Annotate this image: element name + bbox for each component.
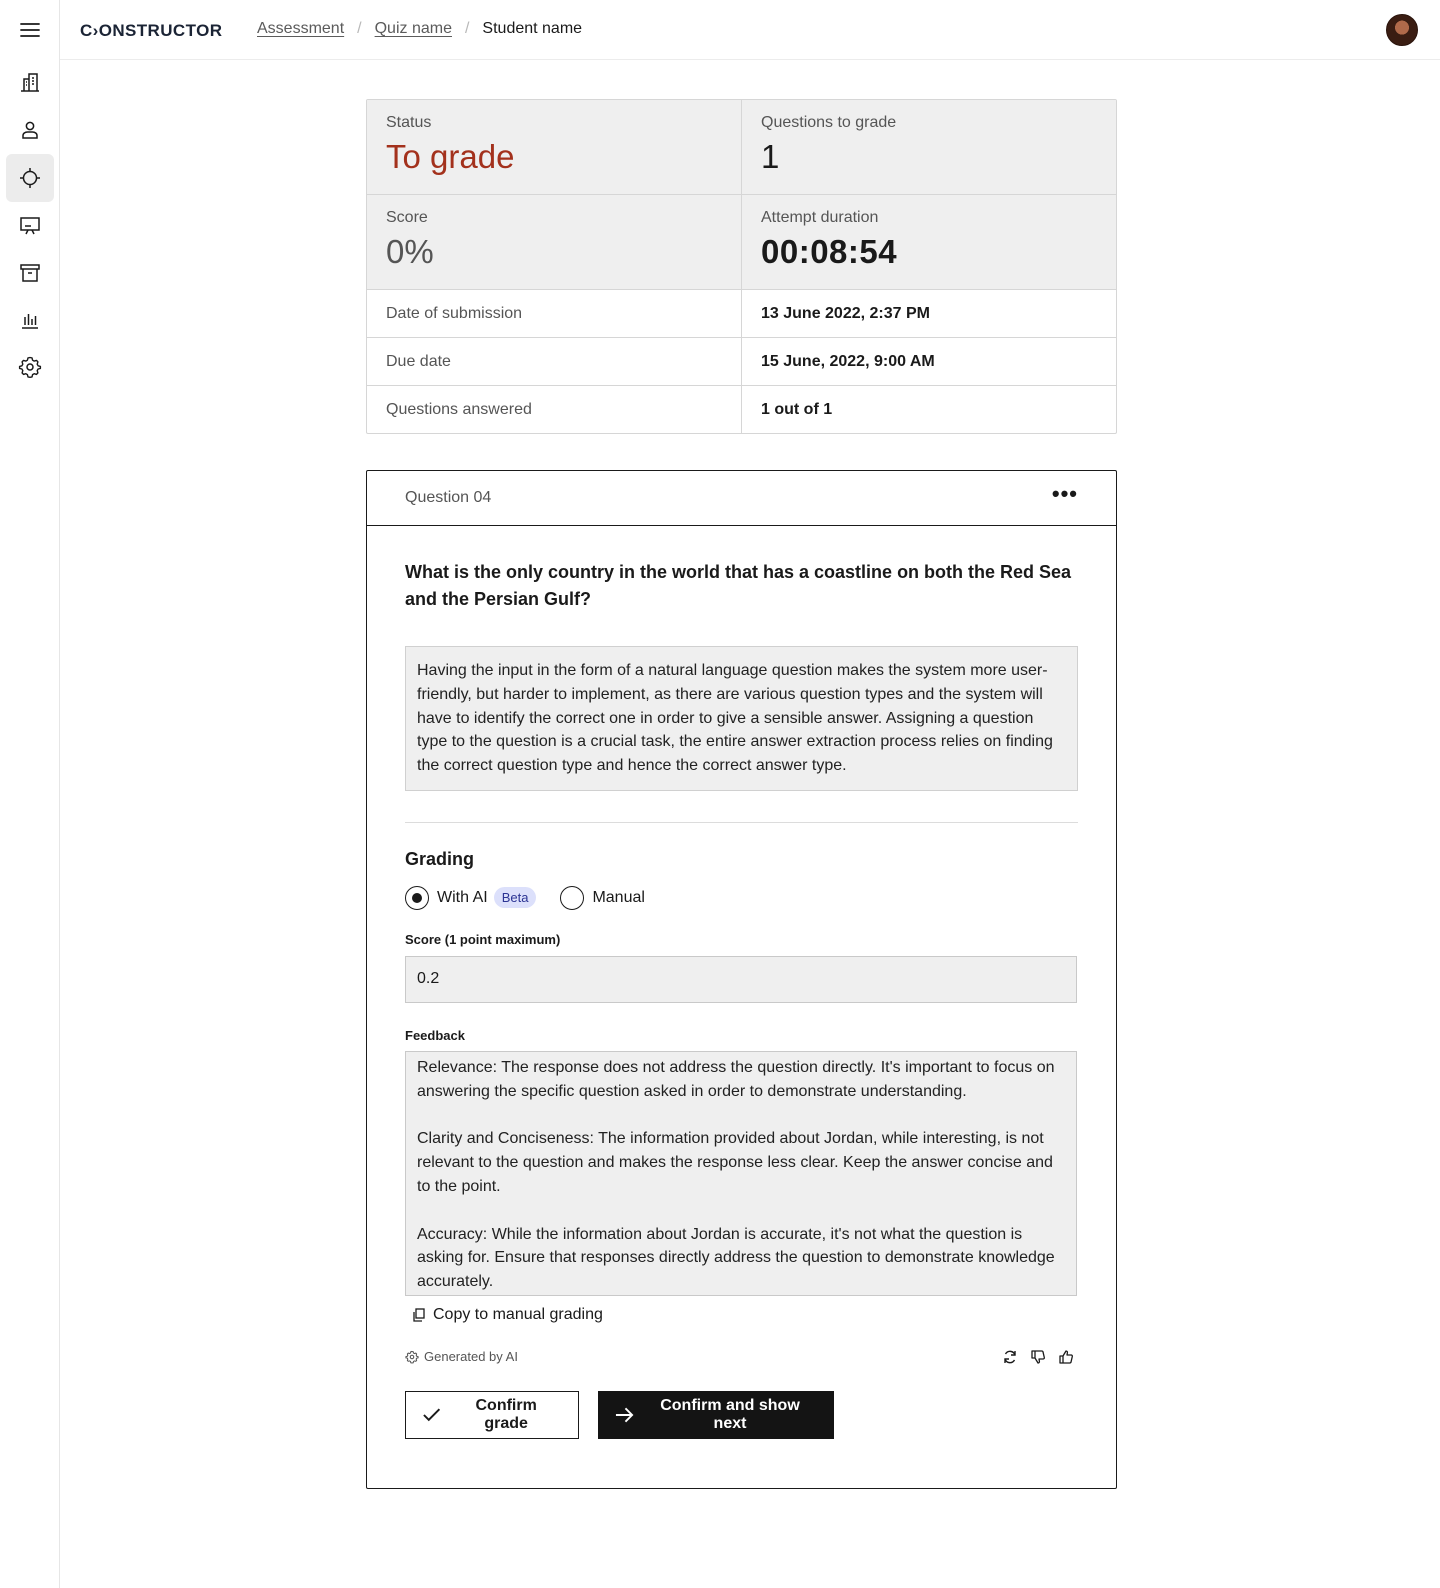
questions-answered-label: Questions answered bbox=[386, 400, 532, 418]
question-text: What is the only country in the world that has a coastline on both the Red Sea and the Persian Gulf? bbox=[405, 562, 1072, 609]
status-value: To grade bbox=[386, 138, 515, 175]
confirm-grade-label: Confirm grade bbox=[475, 1396, 537, 1432]
breadcrumb-assessment[interactable]: Assessment bbox=[257, 20, 345, 37]
crosshair-icon bbox=[18, 166, 42, 190]
more-options-icon[interactable]: ••• bbox=[1051, 481, 1078, 506]
attempt-duration-label: Attempt duration bbox=[761, 209, 879, 226]
score-value: 0% bbox=[386, 233, 434, 270]
attempt-duration-cell bbox=[741, 195, 1116, 289]
score-label: Score bbox=[386, 209, 428, 226]
question-card bbox=[366, 470, 1117, 1489]
score-field-label: Score (1 point maximum) bbox=[405, 931, 561, 947]
copy-to-manual-link[interactable] bbox=[412, 1306, 603, 1324]
sidebar bbox=[0, 0, 60, 1588]
user-icon bbox=[18, 118, 42, 142]
summary-row bbox=[367, 338, 1116, 386]
sidebar-item-analytics[interactable] bbox=[6, 296, 54, 344]
score-input[interactable] bbox=[405, 956, 1077, 1003]
grading-title: Grading bbox=[405, 848, 475, 869]
confirm-and-next-label: Confirm and show next bbox=[660, 1396, 800, 1432]
question-header bbox=[367, 471, 1116, 526]
attempt-summary bbox=[366, 99, 1117, 434]
summary-row bbox=[367, 290, 1116, 338]
regenerate-icon[interactable] bbox=[1002, 1349, 1018, 1365]
radio-with-ai[interactable] bbox=[405, 886, 536, 910]
sidebar-item-assessment[interactable] bbox=[6, 154, 54, 202]
sidebar-item-settings[interactable] bbox=[6, 343, 54, 391]
radio-manual[interactable] bbox=[560, 886, 644, 910]
confirm-grade-button[interactable] bbox=[405, 1391, 579, 1439]
breadcrumb-separator: / bbox=[357, 20, 362, 37]
score-cell bbox=[367, 195, 741, 289]
radio-with-ai-label: With AI bbox=[437, 888, 488, 906]
radio-circle-selected[interactable] bbox=[405, 886, 429, 910]
radio-circle[interactable] bbox=[560, 886, 584, 910]
due-date-value: 15 June, 2022, 9:00 AM bbox=[741, 338, 1116, 385]
breadcrumb-current: Student name bbox=[482, 20, 583, 37]
gear-icon bbox=[18, 355, 42, 379]
action-buttons bbox=[405, 1391, 1078, 1439]
arrow-right-icon bbox=[615, 1407, 634, 1423]
submission-date-value: 13 June 2022, 2:37 PM bbox=[741, 290, 1116, 337]
status-cell bbox=[367, 100, 741, 194]
hamburger-menu-icon[interactable] bbox=[18, 18, 42, 42]
top-header bbox=[60, 0, 1440, 60]
breadcrumb-quiz-name[interactable]: Quiz name bbox=[374, 20, 452, 37]
sidebar-item-users[interactable] bbox=[6, 106, 54, 154]
question-number: Question 04 bbox=[405, 489, 492, 506]
check-icon bbox=[422, 1407, 441, 1423]
questions-to-grade-value: 1 bbox=[761, 138, 780, 175]
questions-answered-value: 1 out of 1 bbox=[741, 386, 1116, 433]
sidebar-item-presentations[interactable] bbox=[6, 202, 54, 250]
generated-by-ai bbox=[405, 1349, 518, 1364]
building-icon bbox=[18, 70, 42, 94]
radio-manual-label: Manual bbox=[592, 888, 645, 906]
confirm-and-next-button[interactable] bbox=[598, 1391, 834, 1439]
breadcrumb-separator: / bbox=[464, 20, 470, 37]
generated-by-ai-label: Generated by AI bbox=[424, 1349, 518, 1365]
app-logo[interactable]: C›ONSTRUCTOR bbox=[80, 21, 223, 40]
bar-chart-icon bbox=[18, 308, 42, 332]
ai-sparkle-icon bbox=[405, 1350, 419, 1364]
questions-to-grade-cell bbox=[741, 100, 1116, 194]
thumbs-up-icon[interactable] bbox=[1058, 1349, 1074, 1365]
attempt-duration-value: 00:08:54 bbox=[761, 233, 898, 270]
thumbs-down-icon[interactable] bbox=[1030, 1349, 1046, 1365]
avatar[interactable] bbox=[1386, 14, 1418, 46]
copy-link-label: Copy to manual grading bbox=[433, 1305, 603, 1323]
due-date-label: Due date bbox=[386, 352, 451, 370]
sidebar-item-organization[interactable] bbox=[6, 58, 54, 106]
ai-footer bbox=[405, 1349, 1078, 1365]
breadcrumb bbox=[257, 20, 582, 38]
presentation-icon bbox=[18, 214, 42, 238]
questions-to-grade-label: Questions to grade bbox=[761, 114, 897, 131]
divider bbox=[405, 822, 1078, 823]
student-answer: Having the input in the form of a natural language question makes the system more user-friendly, but harder to implement, as there are various question types and the system will have to identify the correct one in order to give a sensible answer. Assigning a question type to the question is a crucial task, the entire answer extraction process relies on finding the correct question type and hence the correct answer type. bbox=[405, 646, 1078, 791]
submission-date-label: Date of submission bbox=[386, 304, 523, 322]
summary-row bbox=[367, 386, 1116, 433]
archive-icon bbox=[18, 261, 42, 285]
beta-badge: Beta bbox=[494, 887, 537, 908]
ai-feedback-actions bbox=[1002, 1349, 1074, 1365]
copy-icon bbox=[412, 1308, 425, 1322]
grading-mode-group bbox=[405, 886, 1078, 910]
status-label: Status bbox=[386, 114, 432, 131]
feedback-field-label: Feedback bbox=[405, 1027, 465, 1043]
sidebar-item-archive[interactable] bbox=[6, 249, 54, 297]
feedback-textarea[interactable]: Relevance: The response does not address the question directly. It's important to focus on answering the specific question asked in order to demonstrate understanding. Clarity and Conciseness: The information provided about Jordan, while interesting, is not relevant to the question and makes the response less clear. Keep the answer concise and to the point. Accuracy: While the information about Jordan is accurate, it's not what the question is asking for. Ensure that responses directly address the question to demonstrate knowledge accurately. bbox=[405, 1051, 1077, 1296]
